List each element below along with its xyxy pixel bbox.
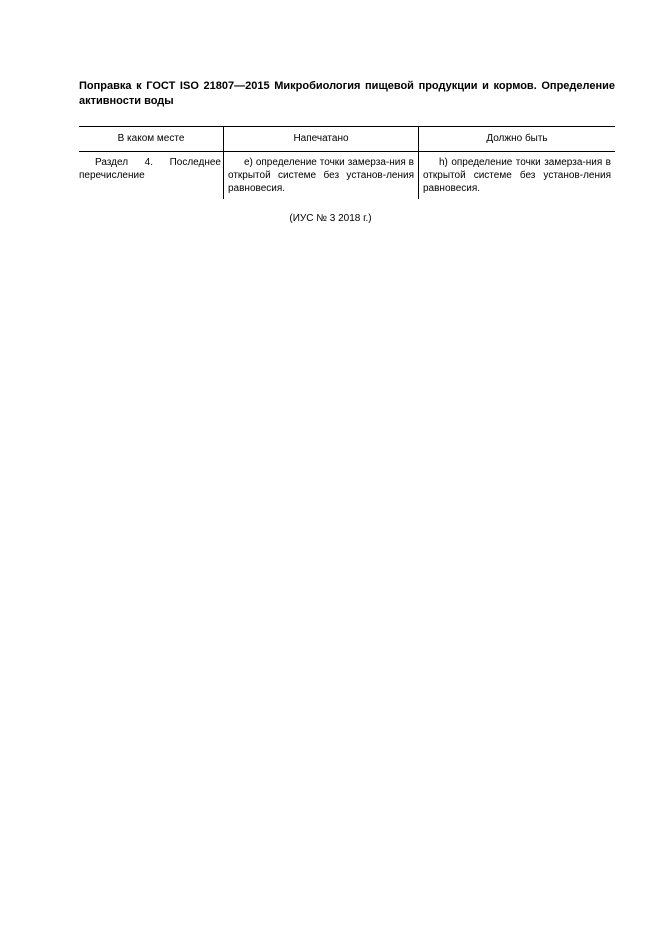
header-should-be: Должно быть <box>418 127 615 151</box>
header-location: В каком месте <box>117 133 185 144</box>
corrections-table <box>79 126 615 199</box>
table-header-row <box>79 127 615 152</box>
header-printed: Напечатано <box>223 127 418 151</box>
table-row <box>79 152 615 199</box>
issue-reference: (ИУС № 3 2018 г.) <box>289 213 372 224</box>
should-be-text: h) определение точки замерза-ния в открытой системе без установ-ления равновесия. <box>423 157 611 194</box>
cell-should-be <box>418 152 615 199</box>
cell-location <box>79 152 223 199</box>
cell-printed <box>223 152 418 199</box>
printed-text: е) определение точки замерза-ния в открытой системе без установ-ления равновесия. <box>228 157 414 194</box>
location-text: Раздел 4. Последнее перечисление <box>79 157 221 181</box>
document-title: Поправка к ГОСТ ISO 21807—2015 Микробиология пищевой продукции и кормов. Определение активности воды <box>79 80 615 107</box>
